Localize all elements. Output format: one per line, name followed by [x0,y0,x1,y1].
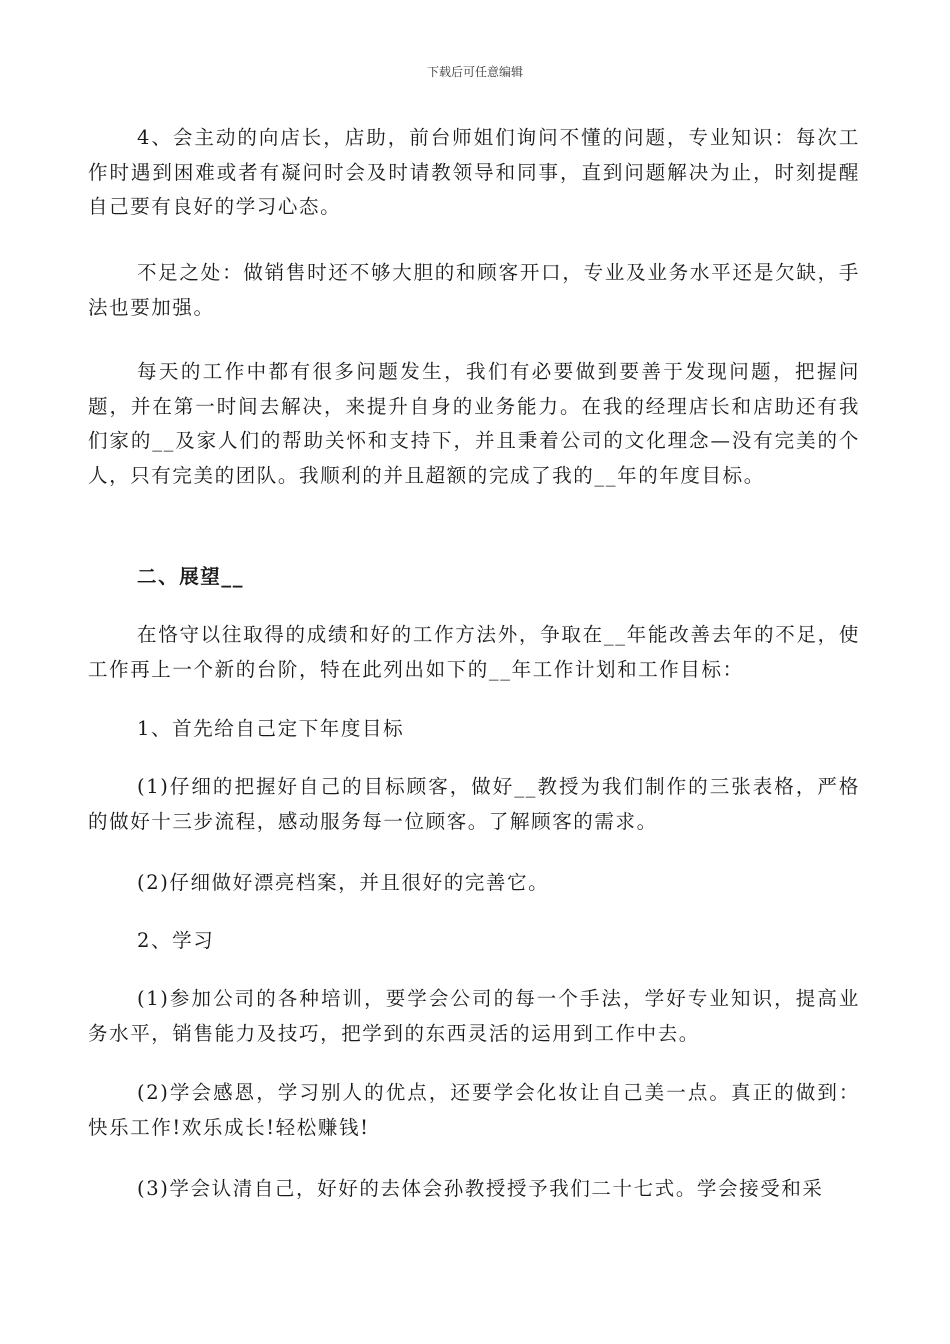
list-item-self-awareness: (3)学会认清自己，好好的去体会孙教授授予我们二十七式。学会接受和采 [137,1177,824,1200]
paragraph-daily-work: 每天的工作中都有很多问题发生，我们有必要做到要善于发现问题，把握问题，并在第一时间去解决，来提升自身的业务能力。在我的经理店长和店助还有我们家的__及家人们的帮助关怀和支持下，并且秉着公司的文化理念—没有完美的个人，只有完美的团队。我顺利的并且超额的完成了我的__年的年度目标。 [88,360,860,487]
paragraph-outlook-intro: 在恪守以往取得的成绩和好的工作方法外，争取在__年能改善去年的不足，使工作再上一个新的台阶，特在此列出如下的__年工作计划和工作目标： [88,623,860,681]
list-item-learning: 2、学习 [137,929,215,952]
list-item-annual-goal: 1、首先给自己定下年度目标 [137,717,405,740]
list-item-training: (1)参加公司的各种培训，要学会公司的每一个手法，学好专业知识，提高业务水平，销售能力及技巧，把学到的东西灵活的运用到工作中去。 [88,987,860,1045]
page-header: 下载后可任意编辑 [426,65,523,79]
list-item-gratitude: (2)学会感恩，学习别人的优点，还要学会化妆让自己美一点。真正的做到：快乐工作!欢乐成长!轻松赚钱! [88,1081,860,1139]
paragraph-shortcomings: 不足之处：做销售时还不够大胆的和顾客开口，专业及业务水平还是欠缺，手法也要加强。 [88,261,860,319]
list-item-target-customers: (1)仔细的把握好自己的目标顾客，做好__教授为我们制作的三张表格，严格的做好十三步流程，感动服务每一位顾客。了解顾客的需求。 [88,775,860,833]
paragraph-learning-attitude: 4、会主动的向店长，店助，前台师姐们询问不懂的问题，专业知识：每次工作时遇到困难或者有凝问时会及时请教领导和同事，直到问题解决为止，时刻提醒自己要有良好的学习心态。 [88,126,860,218]
list-item-files: (2)仔细做好漂亮档案，并且很好的完善它。 [137,871,550,894]
section-heading-outlook: 二、展望__ [137,565,245,588]
